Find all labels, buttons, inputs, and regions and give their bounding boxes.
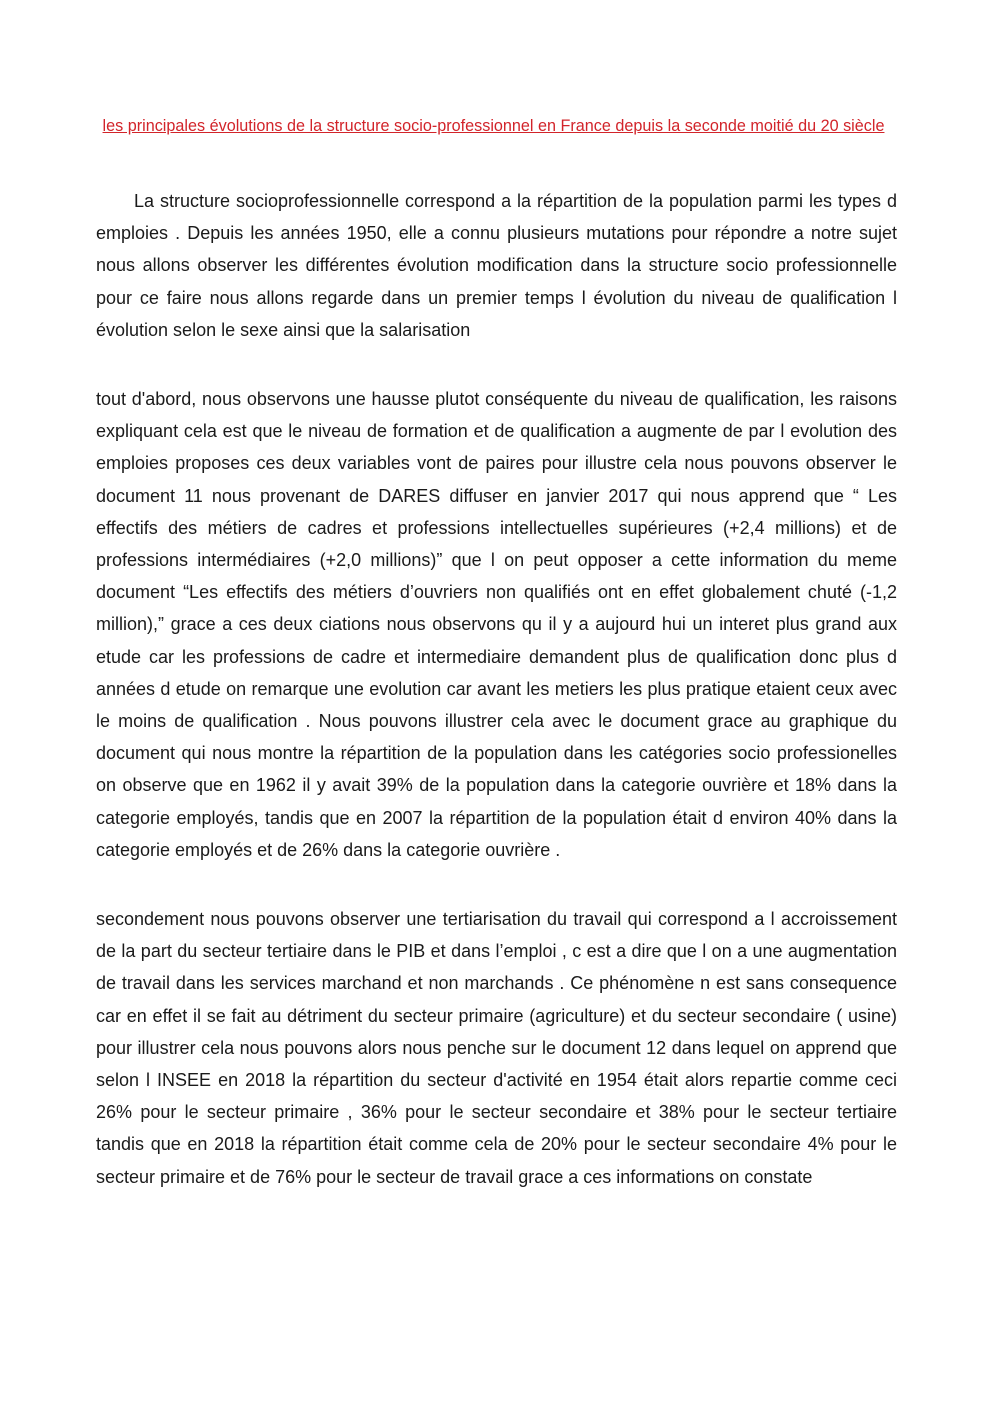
document-title: les principales évolutions de la structure socio-professionnel en France depuis la seconde moitié du 20 siècle xyxy=(102,117,885,135)
paragraph-qualification: tout d'abord, nous observons une hausse plutot conséquente du niveau de qualification, les raisons expliquant cela est que le niveau de formation et de qualification a augmente de par l evolution des emploies proposes ces deux variables vont de paires pour illustre cela nous pouvons observer le document 11 nous provenant de DARES diffuser en janvier 2017 qui nous apprend que “ Les effectifs des métiers de cadres et professions intellectuelles supérieures (+2,4 millions) et de professions intermédiaires (+2,0 millions)” que l on peut opposer a cette information du meme document “Les effectifs des métiers d’ouvriers non qualifiés ont en effet globalement chuté (-1,2 million),” grace a ces deux ciations nous observons qu il y a aujourd hui un interet plus grand aux etude car les professions de cadre et intermediaire demandent plus de qualification donc plus d années d etude on remarque une evolution car avant les metiers les plus pratique etaient ceux avec le moins de qualification . Nous pouvons illustrer cela avec le document grace au graphique du document qui nous montre la répartition de la population dans les catégories socio professionelles on observe que en 1962 il y avait 39% de la population dans la categorie ouvrière et 18% dans la categorie employés, tandis que en 2007 la répartition de la population était d environ 40% dans la categorie employés et de 26% dans la categorie ouvrière . xyxy=(96,389,897,860)
paragraph-tertiarisation: secondement nous pouvons observer une tertiarisation du travail qui correspond a l accroissement de la part du secteur tertiaire dans le PIB et dans l’emploi , c est a dire que l on a une augmentation de travail dans les services marchand et non marchands . Ce phénomène n est sans consequence car en effet il se fait au détriment du secteur primaire (agriculture) et du secteur secondaire ( usine) pour illustrer cela nous pouvons alors nous penche sur le document 12 dans lequel on apprend que selon l INSEE en 2018 la répartition du secteur d'activité en 1954 était alors repartie comme ceci 26% pour le secteur primaire , 36% pour le secteur secondaire et 38% pour le secteur tertiaire tandis que en 2018 la répartition était comme cela de 20% pour le secteur secondaire 4% pour le secteur primaire et de 76% pour le secteur de travail grace a ces informations on constate xyxy=(96,909,897,1187)
paragraph-introduction: La structure socioprofessionnelle correspond a la répartition de la population parmi les types d emploies . Depuis les années 1950, elle a connu plusieurs mutations pour répondre a notre sujet nous allons observer les différentes évolution modification dans la structure socio professionnelle pour ce faire nous allons regarde dans un premier temps l évolution du niveau de qualification l évolution selon le sexe ainsi que la salarisation xyxy=(96,191,897,340)
